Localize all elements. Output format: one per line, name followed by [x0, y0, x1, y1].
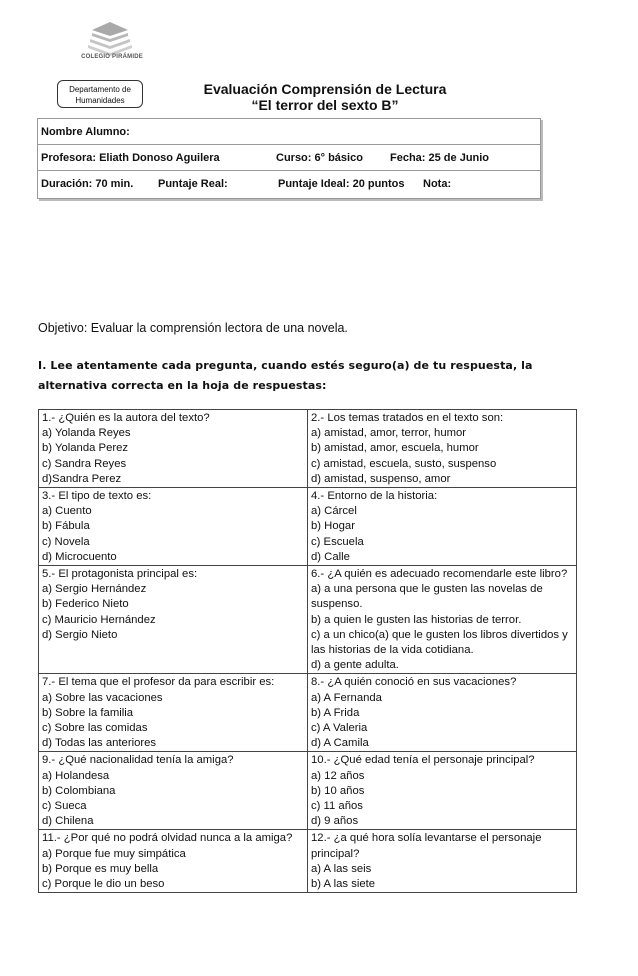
question-text: 6.- ¿A quién es adecuado recomendarle este libro? — [311, 568, 568, 581]
school-logo — [78, 18, 142, 72]
instructions-text: I. Lee atentamente cada pregunta, cuando estés seguro(a) de tu respuesta, la alternativa correcta en la hoja de respuestas: — [38, 359, 533, 392]
answer-option: c) a un chico(a) que le gusten los libros divertidos y las historias de la vida cotidiana. — [311, 628, 568, 657]
question-cell — [308, 566, 577, 674]
answer-option: d) 9 años — [311, 815, 359, 828]
teacher-name: Profesora: Eliath Donoso Aguilera — [41, 152, 220, 164]
grade-label: Nota: — [423, 178, 452, 190]
department-line-1: Departamento de — [69, 85, 131, 94]
answer-option: b) 10 años — [311, 784, 365, 797]
question-cell — [308, 752, 577, 830]
answer-option: a) 12 años — [311, 769, 365, 782]
question-cell — [39, 674, 308, 752]
question-cell — [39, 752, 308, 830]
question-cell — [39, 410, 308, 488]
page-title: Evaluación Comprensión de Lectura — [203, 81, 447, 97]
student-info-box — [37, 118, 541, 199]
question-cell — [308, 410, 577, 488]
answer-option: b) A las siete — [311, 878, 376, 891]
question-text: 5.- El protagonista principal es: — [42, 568, 198, 581]
question-text: 9.- ¿Qué nacionalidad tenía la amiga? — [42, 754, 234, 767]
answer-option: b) Fábula — [42, 520, 90, 533]
question-cell — [308, 830, 577, 893]
answer-option: b) Colombiana — [42, 784, 116, 797]
question-text: 8.- ¿A quién conoció en sus vacaciones? — [311, 676, 517, 689]
answer-option: c) Sueca — [42, 800, 87, 813]
answer-option: a) a una persona que le gusten las novelas de suspenso. — [311, 583, 543, 611]
objective-text: Objetivo: Evaluar la comprensión lectora de una novela. — [38, 321, 348, 335]
answer-option: d) A Camila — [311, 737, 369, 750]
answer-option: a) Holandesa — [42, 769, 110, 782]
department-box — [57, 80, 143, 108]
question-row — [39, 566, 577, 674]
course-value: Curso: 6° básico — [276, 152, 363, 164]
question-row — [39, 830, 577, 893]
answer-option: d) Chilena — [42, 815, 94, 828]
answer-option: d) amistad, suspenso, amor — [311, 472, 451, 485]
answer-option: c) Sobre las comidas — [42, 722, 148, 735]
info-row-teacher — [38, 145, 540, 171]
answer-option: a) amistad, amor, terror, humor — [311, 427, 467, 440]
student-name-label: Nombre Alumno: — [41, 126, 130, 138]
question-row — [39, 674, 577, 752]
question-cell — [308, 488, 577, 566]
answer-option: c) Porque le dio un beso — [42, 878, 165, 891]
answer-option: b) A Frida — [311, 706, 360, 719]
questions-table — [38, 409, 577, 893]
answer-option: a) Cárcel — [311, 505, 357, 518]
department-line-2: Humanidades — [75, 96, 125, 105]
answer-option: d) Microcuento — [42, 550, 117, 563]
question-text: 11.- ¿Por qué no podrá olvidad nunca a la amiga? — [42, 832, 293, 845]
real-score-label: Puntaje Real: — [158, 178, 228, 190]
ideal-score-value: Puntaje Ideal: 20 puntos — [278, 178, 405, 190]
answer-option: b) a quien le gusten las historias de terror. — [311, 613, 522, 626]
question-cell — [39, 488, 308, 566]
answer-option: b) Hogar — [311, 520, 355, 533]
question-row — [39, 410, 577, 488]
answer-option: a) A Fernanda — [311, 691, 382, 704]
answer-option: c) Mauricio Hernández — [42, 613, 156, 626]
date-value: Fecha: 25 de Junio — [390, 152, 490, 164]
answer-option: d) Calle — [311, 550, 350, 563]
question-text: 2.- Los temas tratados en el texto son: — [311, 412, 504, 424]
answer-option: c) amistad, escuela, susto, suspenso — [311, 457, 497, 470]
question-text: 3.- El tipo de texto es: — [42, 490, 152, 503]
answer-option: a) Sobre las vacaciones — [42, 691, 163, 704]
answer-option: d) Todas las anteriores — [42, 737, 157, 750]
question-text: 7.- El tema que el profesor da para escribir es: — [42, 676, 275, 689]
answer-option: c) Escuela — [311, 535, 364, 548]
info-row-scores — [38, 171, 540, 198]
question-row — [39, 488, 577, 566]
question-cell — [39, 566, 308, 674]
info-row-student — [38, 119, 540, 145]
answer-option: a) Yolanda Reyes — [42, 427, 131, 440]
question-text: 1.- ¿Quién es la autora del texto? — [42, 412, 210, 424]
question-cell — [308, 674, 577, 752]
answer-option: b) Yolanda Perez — [42, 442, 129, 455]
answer-option: b) Porque es muy bella — [42, 862, 159, 875]
question-cell — [39, 830, 308, 893]
answer-option: d) Sergio Nieto — [42, 628, 118, 641]
answer-option: b) Sobre la familia — [42, 706, 134, 719]
answer-option: c) Sandra Reyes — [42, 457, 127, 470]
answer-option: a) Cuento — [42, 505, 92, 518]
question-row — [39, 752, 577, 830]
answer-option: a) Sergio Hernández — [42, 583, 147, 596]
answer-option: d) a gente adulta. — [311, 659, 399, 672]
duration-value: Duración: 70 min. — [41, 178, 134, 190]
question-text: 10.- ¿Qué edad tenía el personaje principal? — [311, 754, 535, 767]
answer-option: c) 11 años — [311, 800, 363, 813]
page-subtitle: “El terror del sexto B” — [251, 97, 399, 113]
answer-option: a) Porque fue muy simpática — [42, 847, 186, 860]
answer-option: b) amistad, amor, escuela, humor — [311, 442, 479, 455]
answer-option: a) A las seis — [311, 862, 372, 875]
logo-text: COLEGIO PIRÁMIDE — [81, 54, 143, 60]
answer-option: d)Sandra Perez — [42, 472, 122, 485]
answer-option: b) Federico Nieto — [42, 598, 129, 611]
answer-option: c) A Valeria — [311, 722, 368, 735]
question-text: 4.- Entorno de la historia: — [311, 490, 438, 503]
answer-option: c) Novela — [42, 535, 90, 548]
question-text: 12.- ¿a qué hora solía levantarse el personaje principal? — [311, 832, 542, 860]
